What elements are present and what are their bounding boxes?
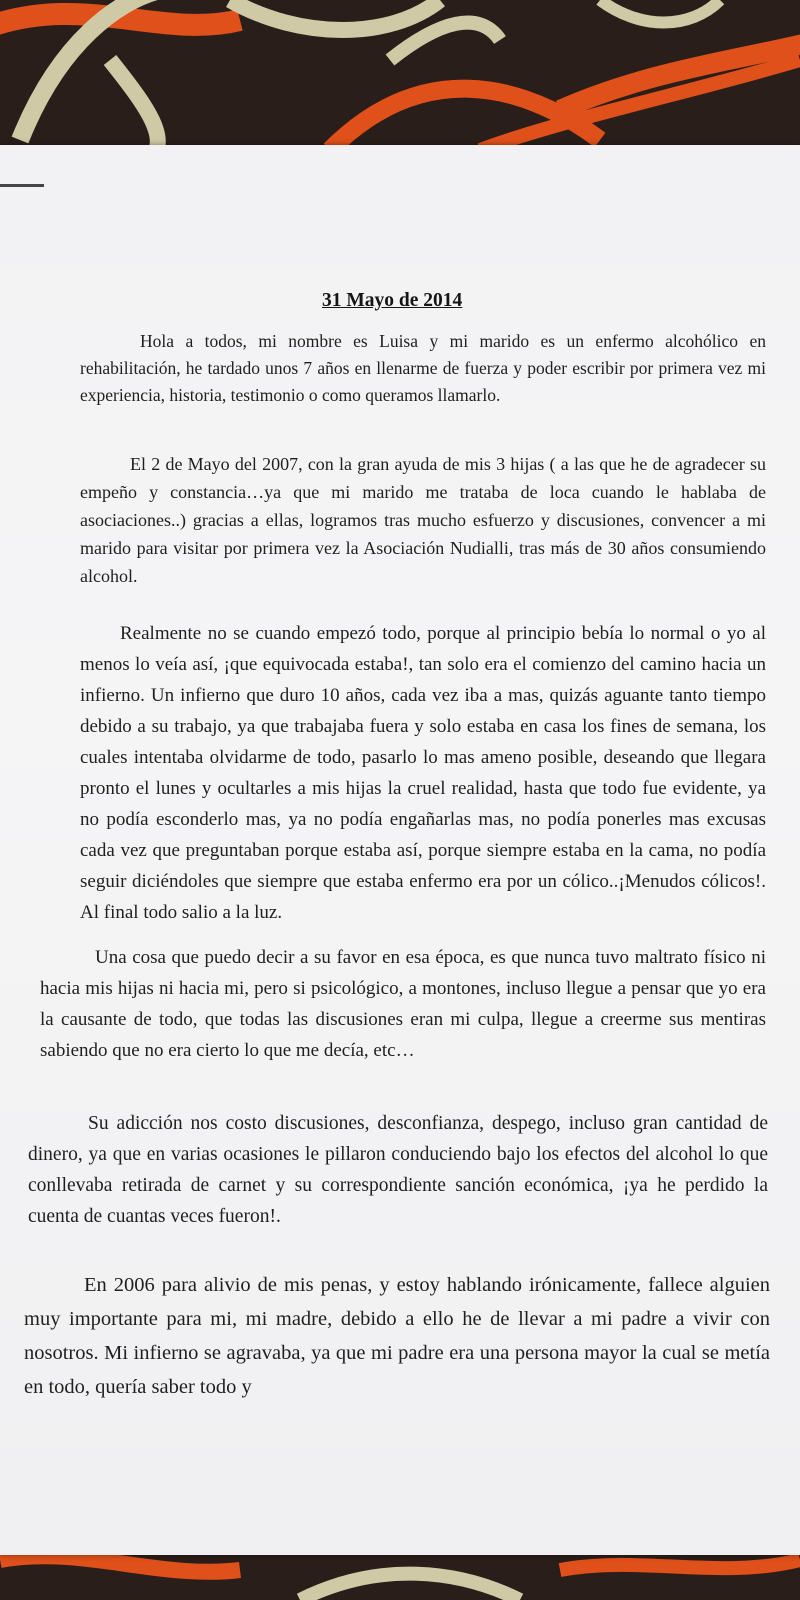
date-heading: 31 Mayo de 2014 (322, 290, 463, 311)
paragraph-2: El 2 de Mayo del 2007, con la gran ayuda de mis 3 hijas ( a las que he de agradecer su empeño y constancia…ya que mi marido me trataba de loca cuando le hablaba de asociaciones..) gracias a ellas, logramos tras mucho esfuerzo y discusiones, convencer a mi marido para visitar por primera vez la Asociación Nudialli, tras más de 30 años consumiendo alcohol. (80, 454, 766, 586)
margin-mark (0, 184, 44, 187)
paragraph-6: En 2006 para alivio de mis penas, y estoy hablando irónicamente, fallece alguien muy importante para mi, mi madre, debido a ello he de llevar a mi padre a vivir con nosotros. Mi infierno se agravaba, ya que mi padre era una persona mayor la cual se metía en todo, quería saber todo y (24, 1274, 770, 1398)
paragraph-5: Su adicción nos costo discusiones, desconfianza, despego, incluso gran cantidad de dinero, ya que en varias ocasiones le pillaron conduciendo bajo los efectos del alcohol lo que conllevaba retirada de carnet y su correspondiente sanción económica, ¡ya he perdido la cuenta de cuantas veces fueron!. (28, 1113, 768, 1227)
paragraph-4: Una cosa que puedo decir a su favor en esa época, es que nunca tuvo maltrato físico ni hacia mis hijas ni hacia mi, pero si psicológico, a montones, incluso llegue a pensar que yo era la causante de todo, que todas las discusiones eran mi culpa, llegue a creerme sus mentiras sabiendo que no era cierto lo que me decía, etc… (40, 947, 766, 1061)
paragraph-3: Realmente no se cuando empezó todo, porque al principio bebía lo normal o yo al menos lo veía así, ¡que equivocada estaba!, tan solo era el comienzo del camino hacia un infierno. Un infierno que duro 10 años, cada vez iba a mas, quizás aguante tanto tiempo debido a su trabajo, ya que trabajaba fuera y solo estaba en casa los fines de semana, los cuales intentaba olvidarme de todo, pasarlo lo mas ameno posible, deseando que llegara pronto el lunes y ocultarles a mis hijas la cruel realidad, hasta que todo fue evidente, ya no podía esconderlo mas, ya no podía engañarlas mas, no podía ponerles mas excusas cada vez que preguntaban porque estaba así, porque siempre estaba en la cama, no podía seguir diciéndoles que siempre que estaba enfermo era por un cólico..¡Menudos cólicos!. Al final todo salio a la luz. (80, 623, 766, 923)
paragraph-1: Hola a todos, mi nombre es Luisa y mi marido es un enfermo alcohólico en rehabilitación, he tardado unos 7 años en llenarme de fuerza y poder escribir por primera vez mi experiencia, historia, testimonio o como queramos llamarlo. (80, 331, 766, 405)
